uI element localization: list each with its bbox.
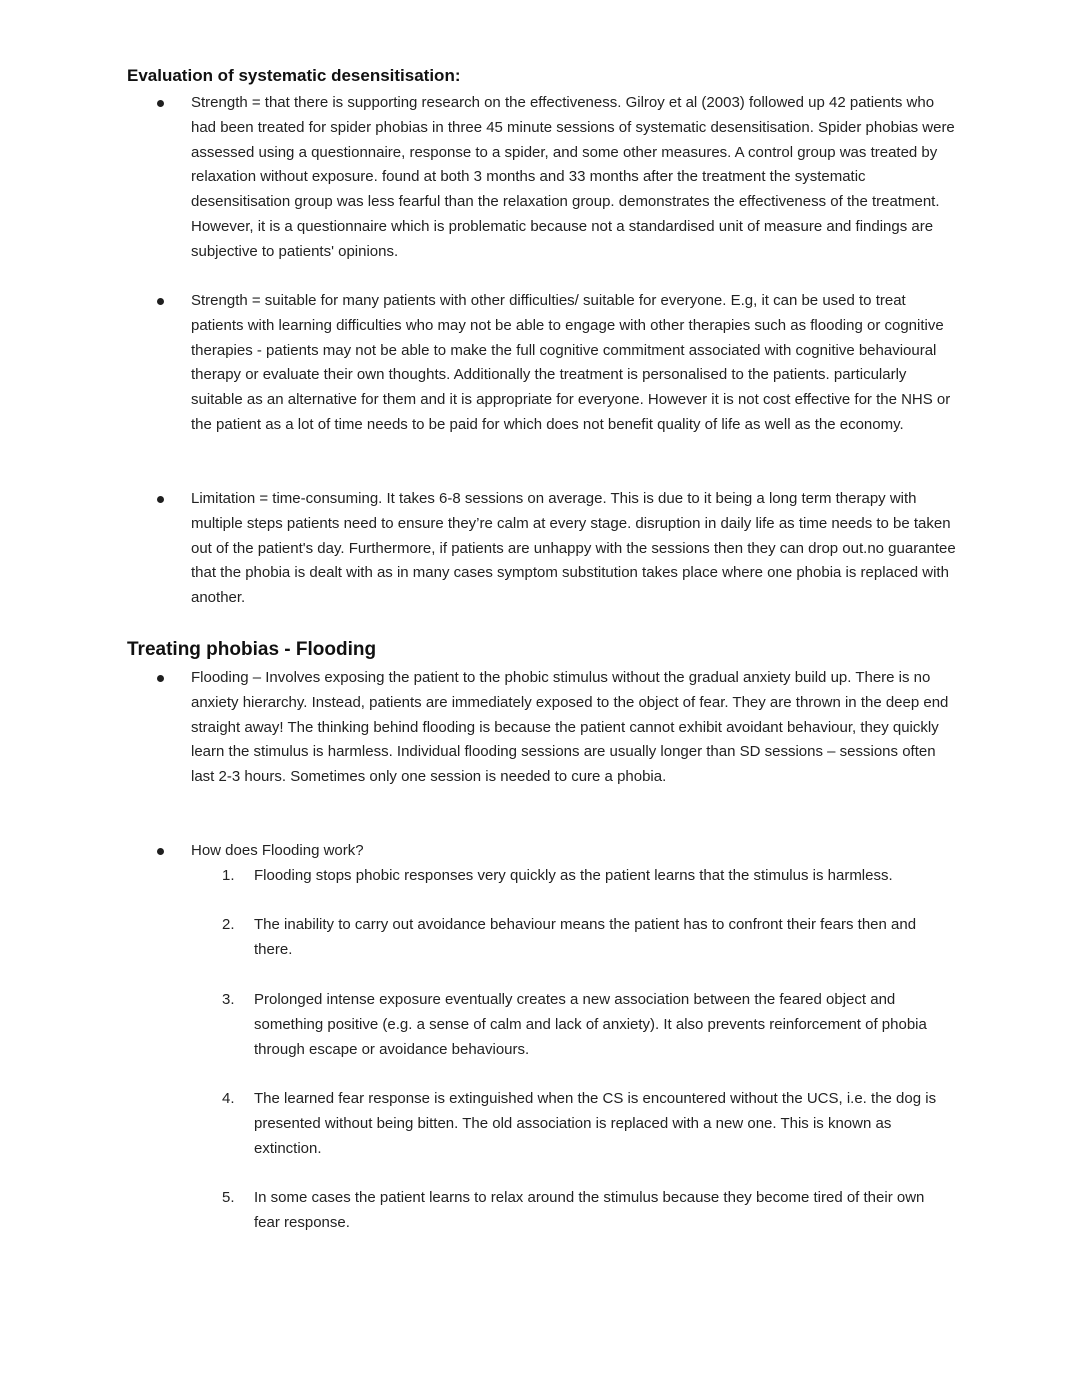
bullet-point-icon [154,839,166,863]
paragraph-strength-research: Strength = that there is supporting research on the effectiveness. Gilroy et al (2003) followed up 42 patients who had been treated for spider phobias in three 45 minute sessions of systematic desensitisation. Spider phobias were assessed using a questionnaire, response to a spider, and some other measures. A control group was treated by relaxation without exposure. found at both 3 months and 33 months after the treatment the systematic desensitisation group was less fearful than the relaxation group. demonstrates the effectiveness of the treatment. However, it is a questionnaire which is problematic because not a standardised unit of measure and findings are subjective to patients' opinions. [191,94,955,260]
bullet-point-icon [154,666,166,690]
paragraph-flooding-definition: Flooding – Involves exposing the patient to the phobic stimulus without the gradual anxiety build up. There is no anxiety hierarchy. Instead, patients are immediately exposed to the object of fear. They are thrown in the deep end straight away! The thinking behind flooding is because the patient cannot exhibit avoidant behaviour, they quickly learn the stimulus is harmless. Individual flooding sessions are usually longer than SD sessions – sessions often last 2-3 hours. Sometimes only one session is needed to cure a phobia. [191,669,949,786]
step-number: 3. [222,991,235,1008]
paragraph-strength-suitable: Strength = suitable for many patients with other difficulties/ suitable for everyone. E.g, it can be used to treat patients with learning difficulties who may not be able to engage with other therapies such as flooding or cognitive therapies - patients may not be able to make the full cognitive commitment associated with cognitive behavioural therapy or evaluate their own thoughts. Additionally the treatment is personalised to the patients. particularly suitable as an alternative for them and it is appropriate for everyone. However it is not cost effective for the NHS or the patient as a lot of time needs to be paid for which does not benefit quality of life as well as the economy. [191,292,951,433]
paragraph-how-flooding-works: How does Flooding work? [191,842,364,859]
step-number: 4. [222,1090,235,1107]
step-text: The learned fear response is extinguished when the CS is encountered without the UCS, i.e. the dog is presented without being bitten. The old association is replaced with a new one. This is known as extinction. [254,1090,937,1157]
step-text: Flooding stops phobic responses very quickly as the patient learns that the stimulus is harmless. [254,867,893,884]
bullet-point-icon [154,487,166,511]
step-number: 1. [222,867,235,884]
bullet-point-icon [154,289,166,313]
section-heading-evaluation: Evaluation of systematic desensitisation: [127,66,461,85]
step-number: 5. [222,1189,235,1206]
paragraph-limitation: Limitation = time-consuming. It takes 6-8 sessions on average. This is due to it being a long term therapy with multiple steps patients need to ensure they’re calm at every stage. disruption in daily life as time needs to be taken out of the patient's day. Furthermore, if patients are unhappy with the sessions then they can drop out.no guarantee that the phobia is dealt with as in many cases symptom substitution takes place where one phobia is replaced with another. [191,490,956,607]
section-heading-flooding: Treating phobias - Flooding [127,639,377,660]
step-number: 2. [222,916,235,933]
bullet-point-icon [154,91,166,115]
step-text: Prolonged intense exposure eventually creates a new association between the feared object and something positive (e.g. a sense of calm and lack of anxiety). It also prevents reinforcement of phobia through escape or avoidance behaviours. [254,991,927,1058]
step-text: The inability to carry out avoidance behaviour means the patient has to confront their fears then and there. [254,916,917,958]
step-text: In some cases the patient learns to relax around the stimulus because they become tired of their own fear response. [254,1189,925,1231]
